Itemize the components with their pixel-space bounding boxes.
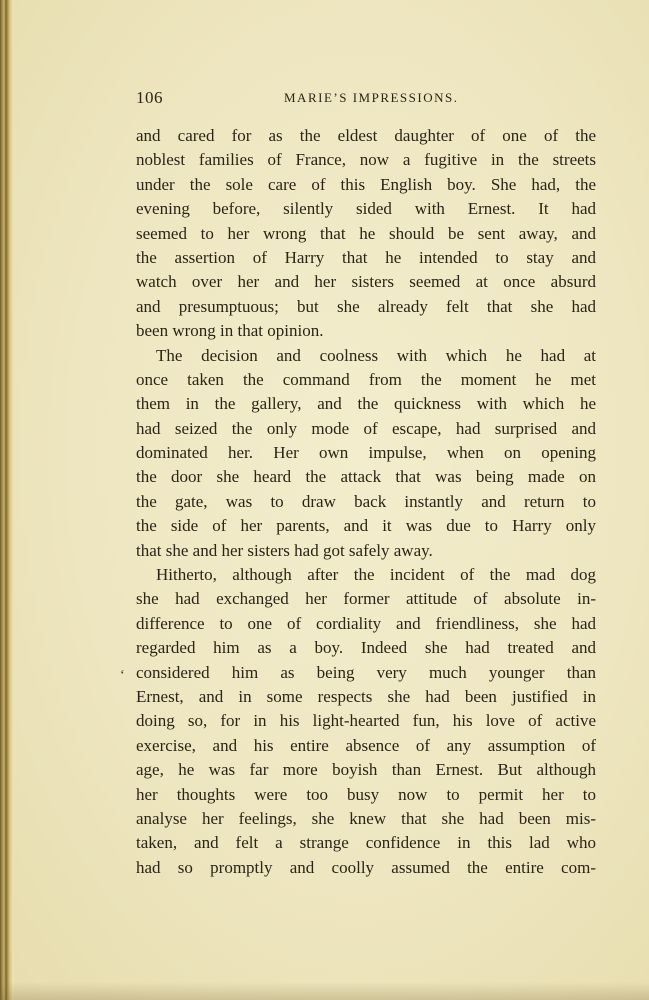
text-line: and presumptuous; but she already felt that she had xyxy=(136,296,596,316)
text-line: difference to one of cordiality and friendliness, she had xyxy=(136,613,596,633)
text-line: been wrong in that opinion. xyxy=(136,321,324,341)
text-line: her thoughts were too busy now to permit her to xyxy=(136,784,596,804)
text-line: them in the gallery, and the quickness with which he xyxy=(136,394,596,414)
body-text xyxy=(136,124,596,880)
text-line: age, he was far more boyish than Ernest. But although xyxy=(136,760,596,780)
text-line: analyse her feelings, she knew that she had been mis- xyxy=(136,808,596,828)
page-header xyxy=(136,88,596,110)
text-line: had so promptly and coolly assumed the entire com- xyxy=(136,857,596,877)
text-line: she had exchanged her former attitude of absolute in- xyxy=(136,589,596,609)
text-line: dominated her. Her own impulse, when on opening xyxy=(136,443,596,463)
text-line: once taken the command from the moment he met xyxy=(136,369,596,389)
text-line: taken, and felt a strange confidence in this lad who xyxy=(136,833,596,853)
text-line: the gate, was to draw back instantly and return to xyxy=(136,491,596,511)
text-line: considered him as being very much younger than xyxy=(136,662,596,682)
text-line: the side of her parents, and it was due to Harry only xyxy=(136,516,596,536)
book-spine-edge xyxy=(0,0,14,1000)
text-line: exercise, and his entire absence of any assumption of xyxy=(136,735,596,755)
text-line: Ernest, and in some respects she had been justified in xyxy=(136,686,596,706)
text-line: Hitherto, although after the incident of the mad dog xyxy=(156,565,596,585)
text-line: noblest families of France, now a fugitive in the streets xyxy=(136,150,596,170)
text-line: evening before, silently sided with Ernest. It had xyxy=(136,199,596,219)
text-line: and cared for as the eldest daughter of one of the xyxy=(136,126,596,145)
text-line: seemed to her wrong that he should be sent away, and xyxy=(136,223,596,243)
text-line: the assertion of Harry that he intended to stay and xyxy=(136,247,596,267)
text-line: The decision and coolness with which he had at xyxy=(156,345,596,365)
page-bottom-shadow xyxy=(0,982,649,1000)
text-line: the door she heard the attack that was being made on xyxy=(136,467,596,487)
text-line: watch over her and her sisters seemed at once absurd xyxy=(136,272,596,292)
text-line: doing so, for in his light-hearted fun, his love of active xyxy=(136,711,596,731)
margin-mark: ‘ xyxy=(120,668,125,683)
text-line: that she and her sisters had got safely away. xyxy=(136,540,433,560)
text-line: under the sole care of this English boy. She had, the xyxy=(136,174,596,194)
page-number: 106 xyxy=(136,88,163,107)
text-line: regarded him as a boy. Indeed she had treated and xyxy=(136,638,596,658)
text-line: had seized the only mode of escape, had surprised and xyxy=(136,418,596,438)
running-head: MARIE’S IMPRESSIONS. xyxy=(284,90,459,105)
